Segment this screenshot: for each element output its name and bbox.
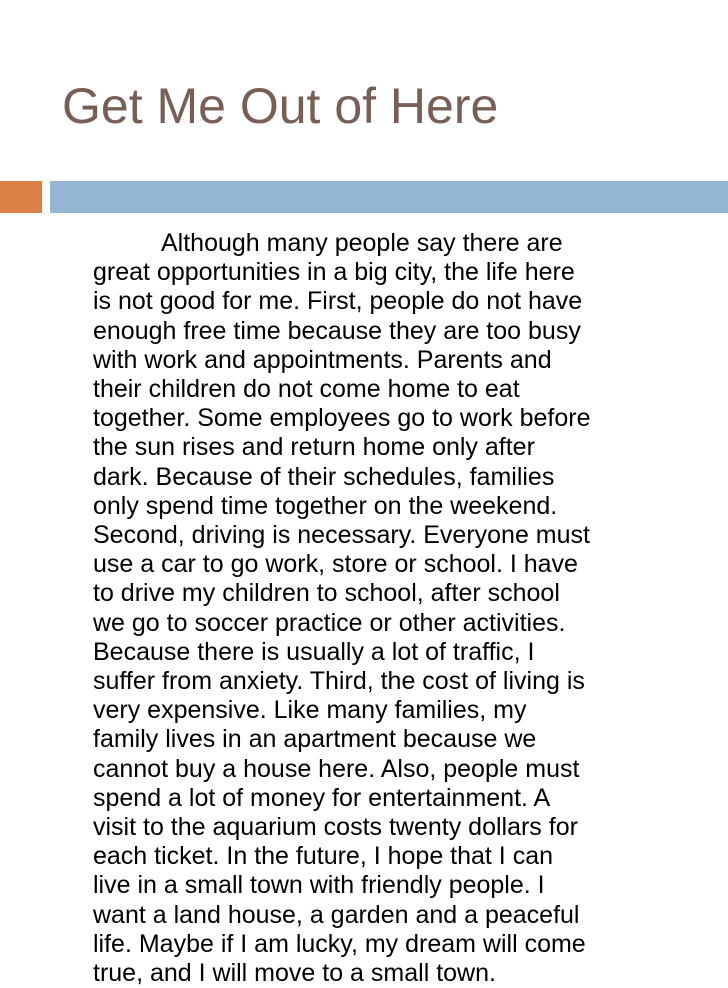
- accent-bar: [50, 181, 728, 213]
- essay-line: we go to soccer practice or other activities.: [93, 608, 566, 637]
- essay-line: only spend time together on the weekend.: [93, 491, 558, 520]
- essay-line: with work and appointments. Parents and: [93, 345, 552, 374]
- essay-line: life. Maybe if I am lucky, my dream will come: [93, 929, 586, 958]
- essay-line: cannot buy a house here. Also, people must: [93, 754, 580, 783]
- accent-square: [0, 181, 42, 213]
- essay-line: family lives in an apartment because we: [93, 725, 537, 754]
- essay-line: spend a lot of money for entertainment. A: [93, 783, 551, 812]
- essay-paragraph: [93, 229, 693, 988]
- essay-line: very expensive. Like many families, my: [93, 696, 527, 725]
- essay-line: dark. Because of their schedules, families: [93, 462, 555, 491]
- essay-line: Although many people say there are: [161, 229, 563, 257]
- essay-line: visit to the aquarium costs twenty dollars for: [93, 813, 578, 842]
- essay-line: the sun rises and return home only after: [93, 433, 535, 462]
- essay-line: each ticket. In the future, I hope that I can: [93, 842, 554, 871]
- slide-title: Get Me Out of Here: [62, 78, 499, 134]
- essay-line: Because there is usually a lot of traffic, I: [93, 637, 535, 666]
- essay-line: enough free time because they are too busy: [93, 316, 581, 345]
- essay-line: Second, driving is necessary. Everyone must: [93, 521, 590, 550]
- essay-line: is not good for me. First, people do not have: [93, 287, 583, 316]
- essay-line: want a land house, a garden and a peaceful: [93, 900, 580, 929]
- essay-line: great opportunities in a big city, the life here: [93, 258, 575, 287]
- essay-line: use a car to go work, store or school. I have: [93, 550, 578, 579]
- essay-line: true, and I will move to a small town.: [93, 959, 496, 988]
- essay-line: live in a small town with friendly people. I: [93, 871, 545, 900]
- essay-line: their children do not come home to eat: [93, 375, 520, 404]
- essay-line: suffer from anxiety. Third, the cost of living is: [93, 667, 585, 696]
- essay-line: to drive my children to school, after school: [93, 579, 560, 608]
- essay-line: together. Some employees go to work before: [93, 404, 591, 433]
